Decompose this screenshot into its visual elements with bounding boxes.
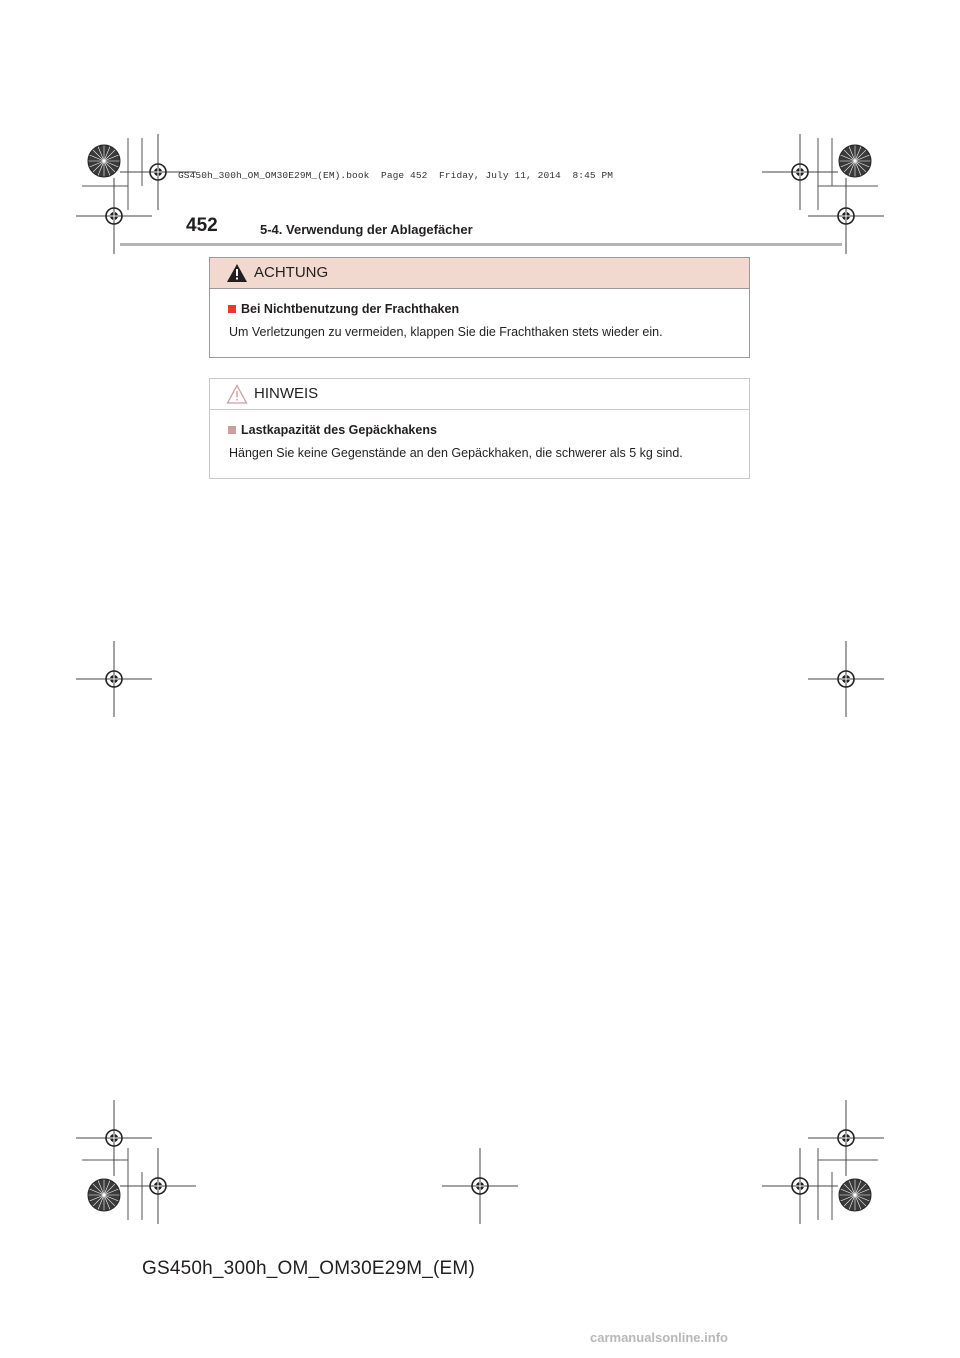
warning-triangle-outline-icon xyxy=(226,384,248,404)
warning-triangle-icon xyxy=(226,263,248,283)
bullet-square-icon xyxy=(228,426,236,434)
caution-item-title xyxy=(228,302,459,316)
notice-item-title-text: Lastkapazität des Gepäckhakens xyxy=(241,423,437,437)
notice-box-header xyxy=(210,379,749,410)
header-divider xyxy=(120,243,842,246)
watermark: carmanualsonline.info xyxy=(590,1330,728,1345)
section-title: 5-4. Verwendung der Ablagefächer xyxy=(260,222,473,237)
footer-doc-code: GS450h_300h_OM_OM30E29M_(EM) xyxy=(142,1258,475,1279)
page-number: 452 xyxy=(186,215,218,236)
caution-item-title-text: Bei Nichtbenutzung der Frachthaken xyxy=(241,302,460,316)
notice-box xyxy=(209,378,750,479)
notice-item-title xyxy=(228,423,437,437)
caution-title: ACHTUNG xyxy=(254,264,329,281)
caution-box xyxy=(209,257,750,358)
print-info-line: GS450h_300h_OM_OM30E29M_(EM).book Page 452 Friday, July 11, 2014 8:45 PM xyxy=(178,170,614,181)
caution-item-text: Um Verletzungen zu vermeiden, klappen Sie die Frachthaken stets wieder ein. xyxy=(229,325,663,339)
caution-box-body xyxy=(210,289,749,359)
notice-title: HINWEIS xyxy=(254,385,319,402)
caution-box-header xyxy=(210,258,749,289)
notice-item-text: Hängen Sie keine Gegenstände an den Gepäckhaken, die schwerer als 5 kg sind. xyxy=(229,446,683,460)
notice-box-body xyxy=(210,410,749,480)
bullet-square-icon xyxy=(228,305,236,313)
